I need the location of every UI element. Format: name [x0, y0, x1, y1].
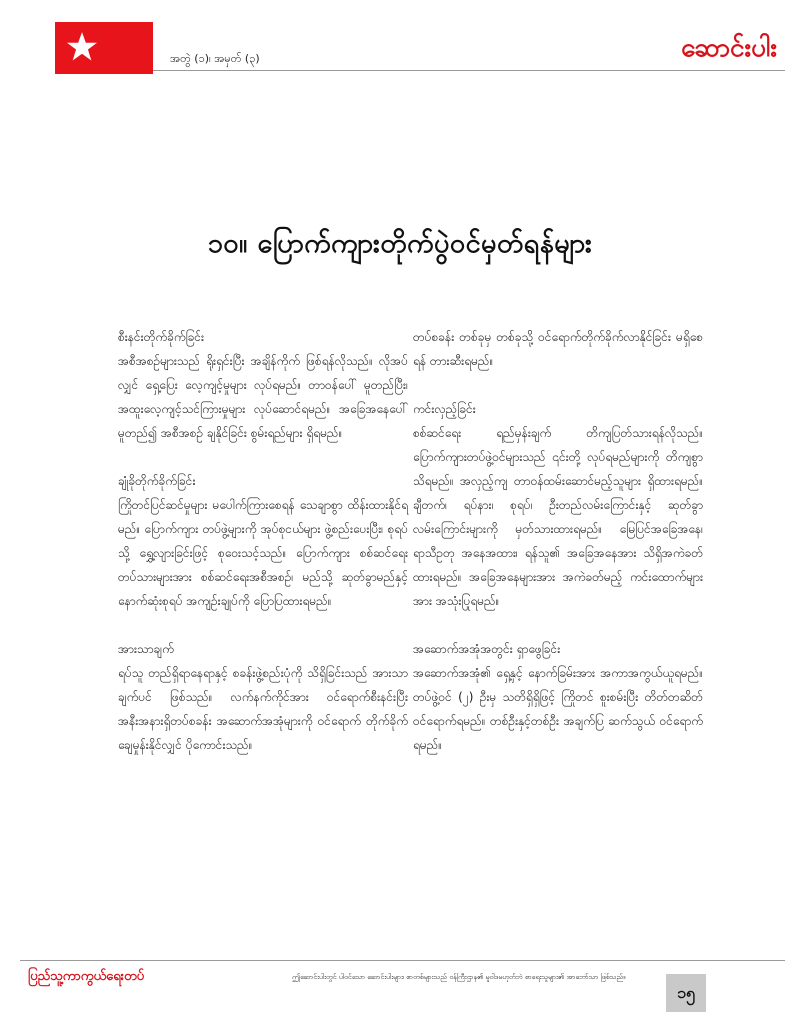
section-body: အစီအစဉ်များသည် ရိုးရှင်းပြီး အချိန်ကိုက် ဖြစ်ရန်လိုသည်။ လိုအပ်လျှင် ရှေ့ပြေး လေ့ကျင့်မှုများ လုပ်ရမည်။ တာဝန်ပေါ် မူတည်ပြီး၊ အထူးလေ့ကျင့်သင်ကြားမှုများ လုပ်ဆောင်ရမည်။ အခြေအနေပေါ် မူတည်၍ အစီအစဉ် ချနိုင်ခြင်း စွမ်းရည်များ ရှိရမည်။ — [118, 354, 408, 440]
section-body: အဆောက်အအုံ၏ ရှေ့နှင့် နောက်ခြမ်းအား အကာအကွယ်ယူရမည်။ တပ်ဖွဲ့ဝင် (၂) ဦးမှ သတိရှိရှိဖြင့် ကြိုတင် စူးစမ်းပြီး တိတ်တဆိတ် ဝင်ရောက်ရမည်။ တစ်ဦးနှင့်တစ်ဦး အချက်ပြ ဆက်သွယ် ဝင်ရောက်ရမည်။ — [413, 666, 703, 752]
section-heading: အဆောက်အအုံအတွင်း ရှာဖွေခြင်း — [413, 642, 561, 656]
section-continuation — [413, 325, 703, 373]
section-advantage — [118, 637, 408, 757]
footer-divider — [20, 960, 785, 961]
section-body: စစ်ဆင်ရေး ရည်မှန်းချက် တိကျပြတ်သားရန်လိုသည်။ ပြောက်ကျားတပ်ဖွဲ့ဝင်များသည် ၎င်းတို့ လုပ်ရမည်များကို တိကျစွာ သိရမည်။ အလှည့်ကျ တာဝန်ထမ်းဆောင်မည့်သူများ ရှိထားရမည်။ ချီတက်၊ ရပ်နား၊ စုရပ်၊ ဦးတည်လမ်းကြောင်းနှင့် ဆုတ်ခွာလမ်းကြောင်းများကို မှတ်သားထားရမည်။ မြေပြင်အခြေအနေ၊ ရာသီဥတု အနေအထား၊ ရန်သူ၏ အခြေအနေအား သိရှိအကဲခတ်ထားရမည်။ အခြေအနေများအား အကဲခတ်မည့် ကင်းထောက်များအား အသုံးပြုရမည်။ — [413, 426, 703, 608]
section-ambush — [118, 469, 408, 613]
section-heading: ကင်းလှည့်ခြင်း — [413, 402, 476, 416]
section-body: ရပ်သူ တည်ရှိရာနေရာနှင့် စခန်းဖွဲ့စည်းပုံကို သိရှိခြင်းသည် အားသာချက်ပင် ဖြစ်သည်။ လက်နက်ကိုင်အား ဝင်ရောက်စီးနင်းပြီး အနီးအနားရှိတပ်စခန်း အဆောက်အအုံများကို ဝင်ရောက် တိုက်ခိုက်ချေမှုန်းနိုင်လျှင် ပိုကောင်းသည်။ — [118, 666, 408, 752]
right-column — [413, 325, 703, 781]
issue-info: အတွဲ (၁)၊ အမှတ် (၃) — [170, 52, 260, 65]
section-patrol — [413, 397, 703, 613]
page-number: ၁၅ — [666, 974, 706, 1012]
star-icon — [65, 30, 99, 64]
flag-banner — [55, 22, 153, 74]
section-body: တပ်စခန်း တစ်ခုမှ တစ်ခုသို့ ဝင်ရောက်တိုက်ခိုက်လာနိုင်ခြင်း မရှိစေရန် တားဆီးရမည်။ — [413, 330, 703, 368]
section-heading: စီးနင်းတိုက်ခိုက်ခြင်း — [118, 330, 205, 344]
section-body: ကြိုတင်ပြင်ဆင်မှုများ မပေါက်ကြားစေရန် သေချာစွာ ထိန်းထားနိုင်ရမည်။ ပြောက်ကျား တပ်ဖွဲ့များကို အုပ်စုငယ်များ ဖွဲ့စည်းပေးပြီး၊ စုရပ်သို့ ရွှေ့လျားခြင်းဖြင့် စုဝေးသင့်သည်။ ပြောက်ကျား စစ်ဆင်ရေး တပ်သားများအား စစ်ဆင်ရေးအစီအစဉ်၊ မည်သို့ ဆုတ်ခွာမည်နှင့် နောက်ဆုံးစုရပ် အကျဉ်းချုပ်ကို ပြောပြထားရမည်။ — [118, 498, 408, 608]
footer-brand: ပြည်သူ့ကာကွယ်ရေးတပ် — [28, 969, 145, 984]
header-divider — [153, 70, 785, 71]
section-heading: ချုံခိုတိုက်ခိုက်ခြင်း — [118, 474, 196, 488]
footer-disclaimer: ဤဆောင်းပါးတွင် ပါဝင်သော ဆောင်းပါးများ၊ စာတစ်များသည် ဝန်ကြီးဌာန၏ မူဝါဒမဟုတ်ဘဲ စာရေးသူများ၏ အာဘော်သာ ဖြစ်သည်။ — [292, 973, 626, 981]
section-raid — [118, 325, 408, 445]
section-building-search — [413, 637, 703, 757]
section-heading: အားသာချက် — [118, 642, 174, 656]
article-title: ၁၀။ ပြောက်ကျားတိုက်ပွဲဝင်မှတ်ရန်များ — [207, 228, 593, 259]
left-column — [118, 325, 408, 781]
section-brand: ဆောင်းပါး — [681, 33, 777, 63]
